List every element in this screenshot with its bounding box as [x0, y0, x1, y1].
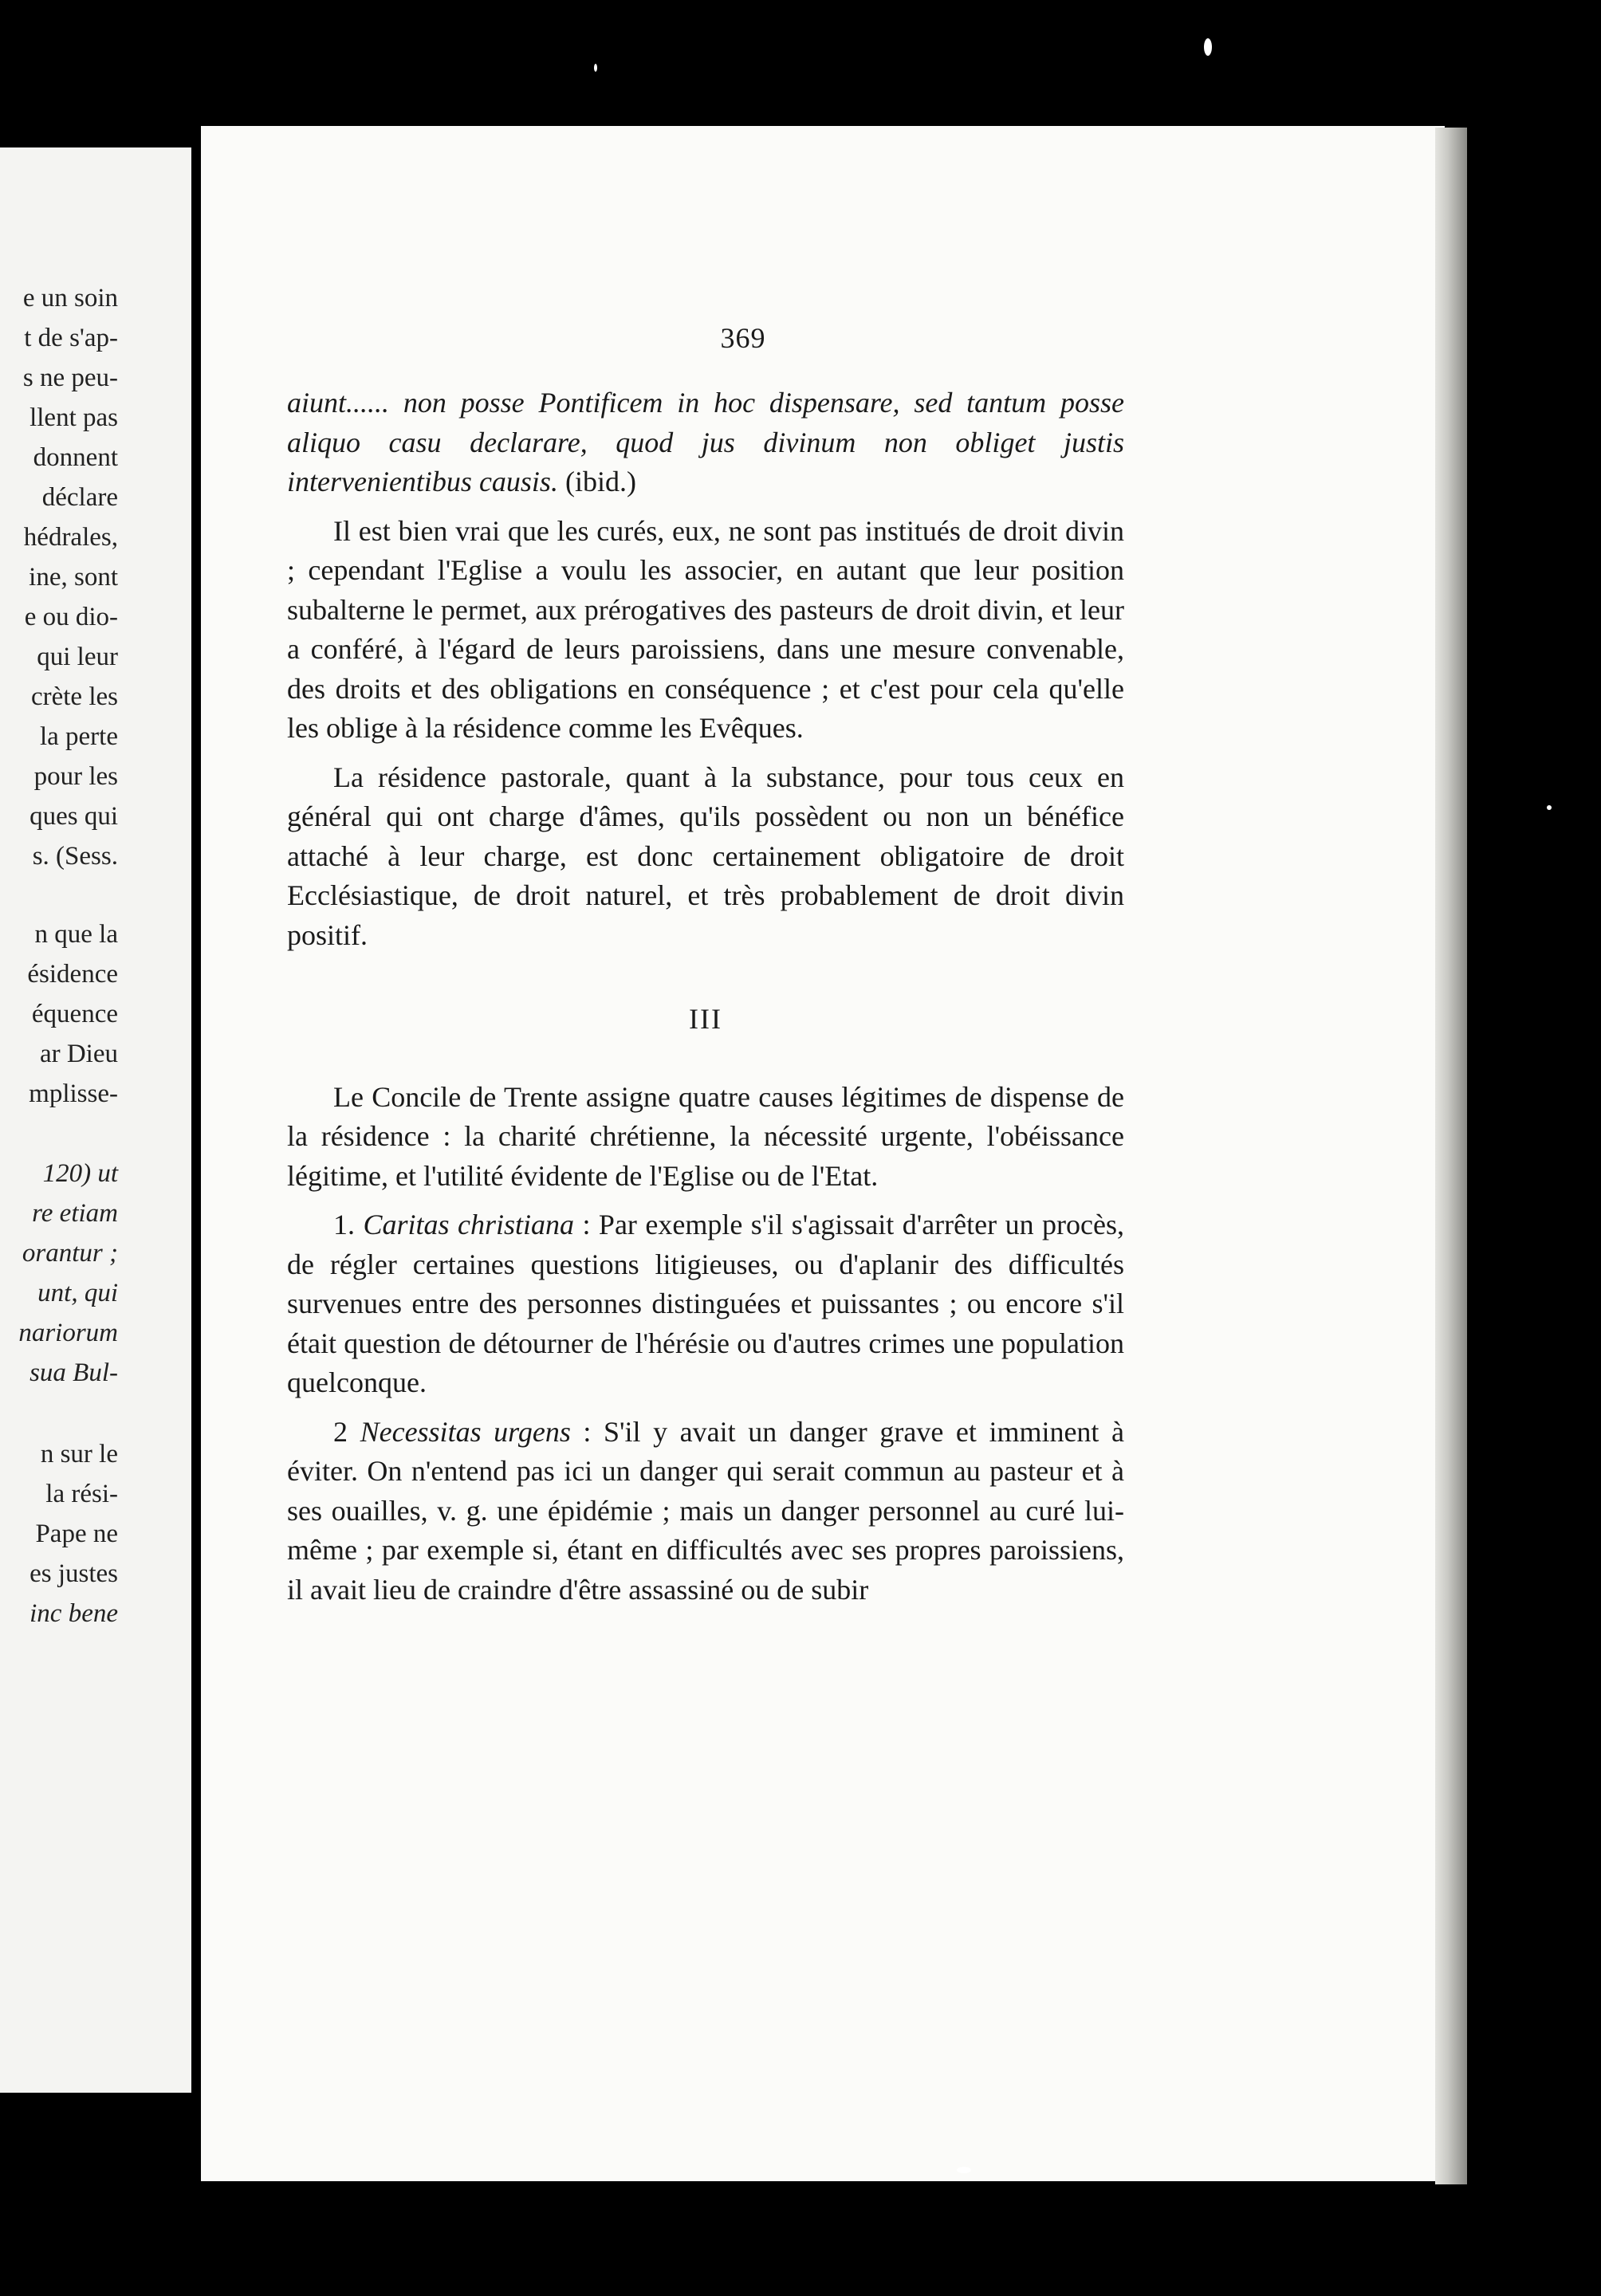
left-page [0, 147, 191, 2093]
left-page-line: la perte [39, 722, 118, 751]
left-page-line: re etiam [32, 1199, 118, 1228]
gutter-shadow [193, 147, 201, 2101]
left-page-line: inc bene [30, 1599, 118, 1628]
left-page-line: unt, qui [37, 1279, 118, 1307]
item-number: 1. [333, 1209, 364, 1240]
left-page-line: orantur ; [22, 1239, 118, 1268]
left-page-line: ques qui [30, 802, 118, 831]
left-page-line: llent pas [30, 403, 118, 432]
left-page-line: e un soin [22, 284, 118, 313]
item-text: : Par exemple s'il s'agissait d'arrêter un procès, de régler certaines questions litigieuses, ou d'aplanir des difficultés survenues entre des personnes distinguées et puissantes ; ou encore s'il était question de détourner de l'hérésie ou d'autres crimes une population quelconque. [287, 1209, 1124, 1398]
right-page [201, 126, 1445, 2181]
item-label: Caritas christiana [363, 1209, 574, 1240]
film-speck [1204, 38, 1212, 56]
paragraph-4: Le Concile de Trente assigne quatre causes légitimes de dispense de la résidence : la charité chrétienne, la nécessité urgente, l'obéissance légitime, et l'utilité évidente de l'Eglise ou de l'Etat. [287, 1080, 1124, 1192]
left-page-line: mplisse- [29, 1079, 118, 1108]
page-number: 369 [720, 322, 766, 354]
left-page-line: ésidence [27, 960, 118, 989]
section-heading: III [689, 1003, 722, 1035]
left-page-line: n sur le [40, 1440, 118, 1468]
page-edge [1435, 128, 1467, 2184]
left-page-line: donnent [33, 443, 118, 472]
left-page-line: s. (Sess. [32, 842, 118, 871]
left-page-line: ine, sont [29, 563, 118, 592]
left-page-line: qui leur [37, 643, 118, 671]
left-page-line: Pape ne [35, 1520, 118, 1548]
left-page-line: 120) ut [42, 1159, 118, 1188]
left-page-line: e ou dio- [24, 603, 118, 631]
left-page-line: déclare [41, 483, 118, 512]
left-page-line: la rési- [45, 1480, 118, 1508]
item-text: : S'il y avait un danger grave et imminent à éviter. On n'entend pas ici un danger qui serait commun au pasteur et à ses ouailles, v. g. une épidémie ; mais un danger personnel au curé lui-même ; par exemple si, étant en difficultés avec ses propres paroissiens, il avait lieu de craindre d'être assassiné ou de subir [287, 1415, 1124, 1606]
film-speck [594, 64, 597, 72]
left-page-line: ar Dieu [39, 1040, 118, 1068]
left-page-line: nariorum [18, 1319, 118, 1347]
left-page-line: es justes [30, 1559, 118, 1588]
left-page-line: n que la [34, 920, 118, 949]
paragraph-2: Il est bien vrai que les curés, eux, ne sont pas institués de droit divin ; cependant l'Eglise a voulu les associer, en autant que leur position subalterne le permet, aux prérogatives des pasteurs de droit divin, et leur a conféré, à l'égard de leurs paroissiens, dans une mesure convenable, des droits et des obligations en conséquence ; et c'est pour cela qu'elle les oblige à la résidence comme les Evêques. [287, 514, 1124, 744]
left-page-line: sua Bul- [30, 1358, 118, 1387]
left-page-line: s ne peu- [22, 364, 118, 392]
text-block [287, 383, 1124, 1610]
paragraph-6 [287, 1413, 1124, 1610]
left-page-line: hédrales, [23, 523, 118, 552]
item-label: Necessitas urgens [360, 1415, 571, 1448]
left-page-line: t de s'ap- [24, 324, 118, 352]
left-page-line: pour les [33, 762, 118, 791]
left-page-line: crète les [30, 682, 118, 711]
paragraph-3: La résidence pastorale, quant à la substance, pour tous ceux en général qui ont charge d'âmes, qu'ils possèdent ou non un bénéfice attaché à leur charge, est donc certainement obligatoire de droit Ecclésiastique, de droit naturel, et très probablement de droit divin positif. [287, 761, 1124, 951]
citation: (ibid.) [557, 466, 636, 497]
left-page-line: équence [31, 1000, 118, 1028]
latin-quote: aiunt...... non posse Pontificem in hoc dispensare, sed tantum posse aliquo casu declarare, quod jus divinum non obliget justis intervenientibus causis. [287, 387, 1124, 497]
item-number: 2 [333, 1415, 360, 1448]
film-speck [957, 2167, 971, 2173]
paragraph-5 [287, 1205, 1124, 1403]
film-speck [1547, 805, 1552, 810]
paragraph-1 [287, 383, 1124, 502]
